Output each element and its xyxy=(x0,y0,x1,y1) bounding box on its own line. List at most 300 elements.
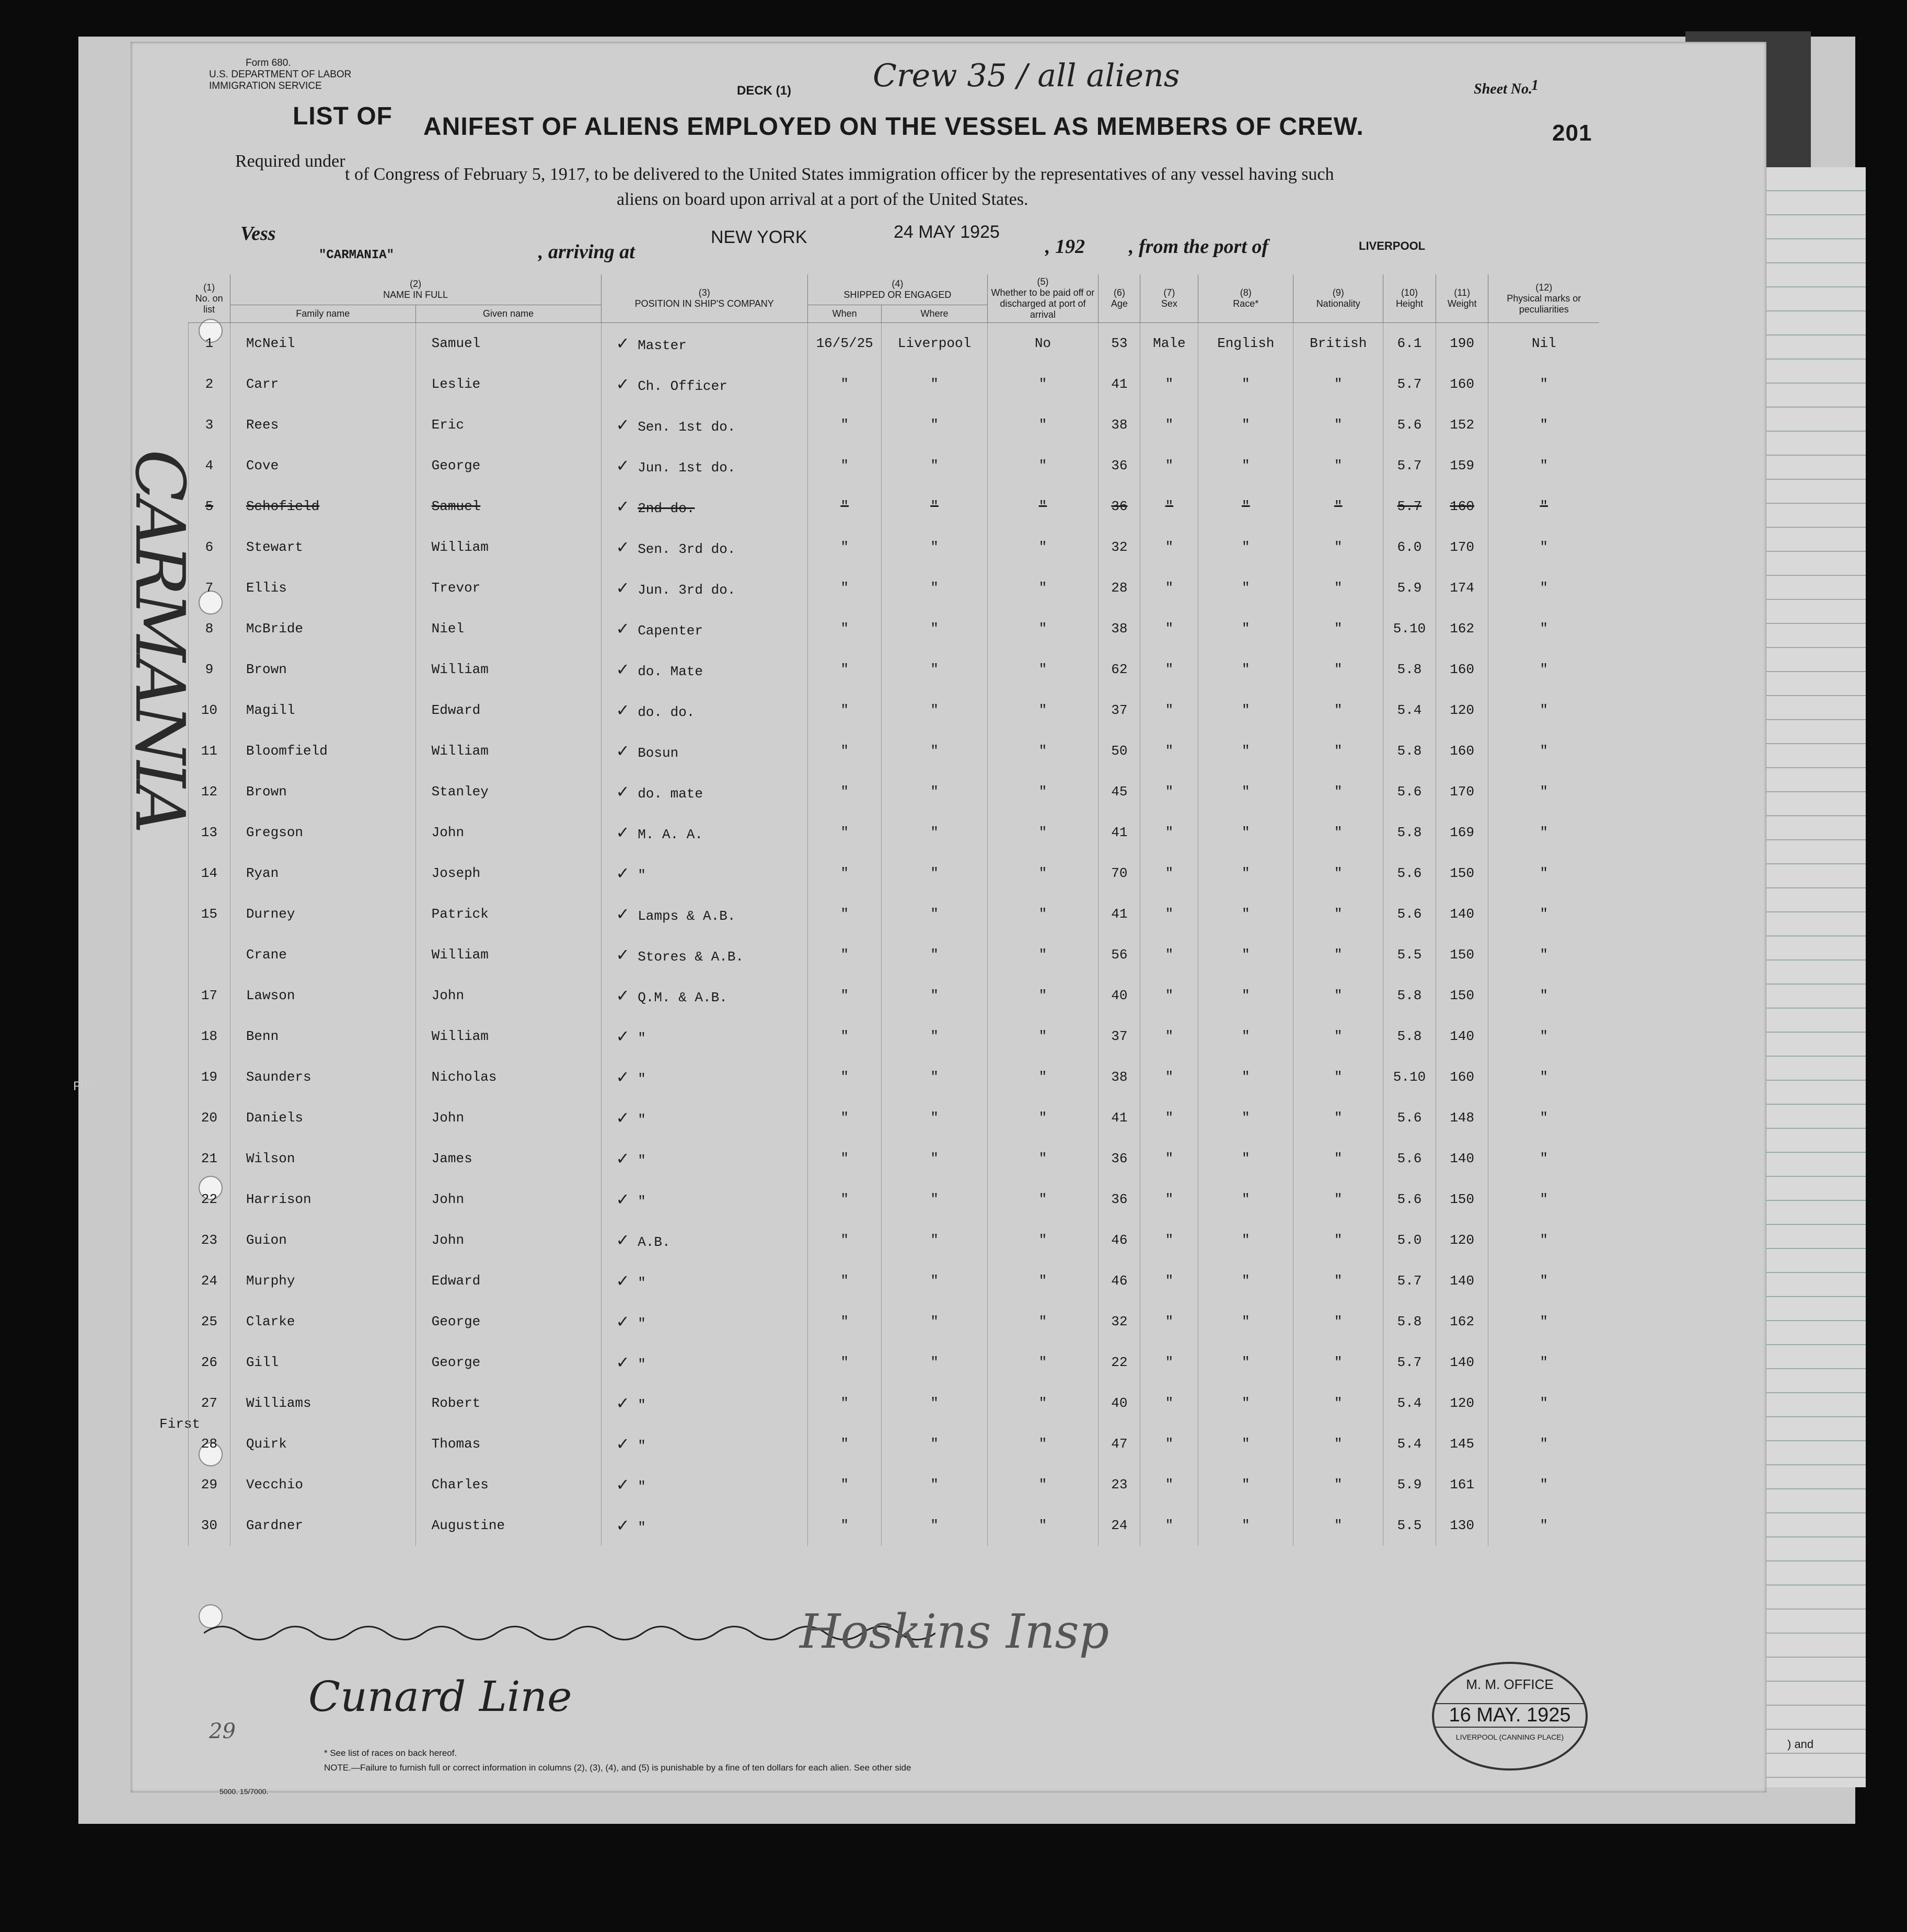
cell-height: 5.7 xyxy=(1383,486,1436,527)
position-text: 2nd do. xyxy=(638,500,695,516)
cell-height: 5.10 xyxy=(1383,1057,1436,1097)
position-text: A.B. xyxy=(638,1234,671,1250)
cell-sex: " xyxy=(1140,1138,1198,1179)
col-number: (3) xyxy=(698,287,710,298)
cell-given: Trevor xyxy=(415,568,601,608)
cell-paid: " xyxy=(987,1220,1099,1260)
cell-sex: " xyxy=(1140,364,1198,404)
cell-no: 5 xyxy=(189,486,230,527)
cell-where: " xyxy=(882,1301,987,1342)
cell-where: " xyxy=(882,1138,987,1179)
cell-race: " xyxy=(1198,894,1293,934)
stamp-date: 16 MAY. 1925 xyxy=(1434,1703,1586,1728)
cell-given: Edward xyxy=(415,1260,601,1301)
cell-sex: " xyxy=(1140,690,1198,731)
cell-position xyxy=(601,934,808,975)
cell-race: " xyxy=(1198,1057,1293,1097)
cell-when: " xyxy=(808,1342,882,1383)
col-number: (9) xyxy=(1332,287,1344,298)
cell-when: " xyxy=(808,608,882,649)
cell-given: Augustine xyxy=(415,1505,601,1546)
col-header-given: Given name xyxy=(483,308,534,319)
cell-family: Carr xyxy=(230,364,415,404)
cell-when: " xyxy=(808,771,882,812)
cell-weight: 152 xyxy=(1436,404,1488,445)
cell-age: 62 xyxy=(1099,649,1140,690)
deck-label: DECK (1) xyxy=(737,84,792,98)
cell-given: James xyxy=(415,1138,601,1179)
cell-when: " xyxy=(808,445,882,486)
cell-race: " xyxy=(1198,404,1293,445)
cell-weight: 120 xyxy=(1436,1220,1488,1260)
cell-sex: " xyxy=(1140,1097,1198,1138)
cell-weight: 150 xyxy=(1436,934,1488,975)
cell-given: William xyxy=(415,527,601,568)
table-row xyxy=(189,527,1600,568)
cell-position xyxy=(601,568,808,608)
cell-position xyxy=(601,1097,808,1138)
cell-family: Brown xyxy=(230,771,415,812)
table-row xyxy=(189,1424,1600,1464)
cell-given: John xyxy=(415,1179,601,1220)
cell-weight: 161 xyxy=(1436,1464,1488,1505)
cell-weight: 140 xyxy=(1436,1016,1488,1057)
cell-family: Ellis xyxy=(230,568,415,608)
cell-when: " xyxy=(808,1505,882,1546)
cell-age: 50 xyxy=(1099,731,1140,771)
inspector-signature: Hoskins Insp xyxy=(800,1604,1109,1659)
cell-no: 4 xyxy=(189,445,230,486)
cell-height: 5.5 xyxy=(1383,934,1436,975)
position-text: Lamps & A.B. xyxy=(638,908,736,924)
position-text: Master xyxy=(638,337,687,353)
cell-paid: " xyxy=(987,568,1099,608)
position-text: Capenter xyxy=(638,622,703,639)
cell-where: " xyxy=(882,1342,987,1383)
cell-family: Schofield xyxy=(230,486,415,527)
cell-race: " xyxy=(1198,934,1293,975)
cell-family: Gardner xyxy=(230,1505,415,1546)
cell-paid: " xyxy=(987,649,1099,690)
cell-height: 5.7 xyxy=(1383,445,1436,486)
cell-marks: " xyxy=(1488,1301,1599,1342)
cell-no: 9 xyxy=(189,649,230,690)
cell-paid: " xyxy=(987,1505,1099,1546)
cell-given: John xyxy=(415,1220,601,1260)
cell-no: 17 xyxy=(189,975,230,1016)
col-header-race: Race* xyxy=(1233,298,1259,309)
cell-race: " xyxy=(1198,1424,1293,1464)
cell-nat: " xyxy=(1293,445,1383,486)
cell-race: " xyxy=(1198,649,1293,690)
cell-family: Rees xyxy=(230,404,415,445)
cell-sex: " xyxy=(1140,1016,1198,1057)
cell-given: Samuel xyxy=(415,323,601,364)
position-text: Ch. Officer xyxy=(638,378,727,394)
cell-no: 27 xyxy=(189,1383,230,1424)
cell-position xyxy=(601,486,808,527)
cell-where: " xyxy=(882,812,987,853)
cell-position xyxy=(601,445,808,486)
cell-age: 46 xyxy=(1099,1260,1140,1301)
cell-height: 5.0 xyxy=(1383,1220,1436,1260)
form-header xyxy=(209,57,351,92)
cell-when: " xyxy=(808,1383,882,1424)
cell-sex: " xyxy=(1140,934,1198,975)
cell-given: William xyxy=(415,649,601,690)
cell-position xyxy=(601,975,808,1016)
stamp-office: M. M. OFFICE xyxy=(1466,1676,1554,1692)
cell-marks: " xyxy=(1488,1057,1599,1097)
act-line-1: t of Congress of February 5, 1917, to be delivered to the United States immigration officer by the representatives of any vessel having such xyxy=(345,165,1334,184)
table-row xyxy=(189,445,1600,486)
cell-where: " xyxy=(882,731,987,771)
cell-paid: " xyxy=(987,975,1099,1016)
cell-marks: " xyxy=(1488,731,1599,771)
cell-paid: " xyxy=(987,1301,1099,1342)
cell-given: Samuel xyxy=(415,486,601,527)
required-under: Required under xyxy=(235,152,345,171)
table-row xyxy=(189,1097,1600,1138)
cell-when: " xyxy=(808,568,882,608)
cell-given: Robert xyxy=(415,1383,601,1424)
cell-paid: " xyxy=(987,364,1099,404)
cell-family: Bloomfield xyxy=(230,731,415,771)
cell-race: " xyxy=(1198,690,1293,731)
cell-where: " xyxy=(882,1383,987,1424)
check-mark-icon: ✓ xyxy=(617,1230,629,1252)
cell-sex: " xyxy=(1140,608,1198,649)
cell-position xyxy=(601,649,808,690)
cell-nat: " xyxy=(1293,404,1383,445)
table-row xyxy=(189,731,1600,771)
cell-nat: " xyxy=(1293,812,1383,853)
cell-paid: " xyxy=(987,1016,1099,1057)
cell-where: " xyxy=(882,608,987,649)
cell-race: " xyxy=(1198,853,1293,894)
cell-age: 41 xyxy=(1099,812,1140,853)
check-mark-icon: ✓ xyxy=(617,1393,629,1415)
cell-family: Magill xyxy=(230,690,415,731)
cell-race: " xyxy=(1198,1097,1293,1138)
act-line-2: aliens on board upon arrival at a port of the United States. xyxy=(617,190,1028,209)
cell-paid: No xyxy=(987,323,1099,364)
cell-sex: " xyxy=(1140,1179,1198,1220)
cell-height: 5.7 xyxy=(1383,1342,1436,1383)
cell-marks: " xyxy=(1488,1220,1599,1260)
cell-no: 19 xyxy=(189,1057,230,1097)
table-row xyxy=(189,853,1600,894)
cell-no xyxy=(189,934,230,975)
table-row xyxy=(189,1260,1600,1301)
margin-fir: FIR xyxy=(73,1079,94,1093)
cell-paid: " xyxy=(987,1464,1099,1505)
cell-age: 41 xyxy=(1099,1097,1140,1138)
cell-nat: " xyxy=(1293,649,1383,690)
col-header-age: Age xyxy=(1111,298,1128,309)
col-header-shipped: SHIPPED OR ENGAGED xyxy=(843,289,952,300)
cell-given: Charles xyxy=(415,1464,601,1505)
cell-position xyxy=(601,690,808,731)
cell-marks: " xyxy=(1488,1179,1599,1220)
cell-marks: " xyxy=(1488,894,1599,934)
cell-paid: " xyxy=(987,527,1099,568)
col-number: (2) xyxy=(410,278,422,289)
cell-position xyxy=(601,608,808,649)
check-mark-icon: ✓ xyxy=(617,1352,629,1374)
cell-family: Vecchio xyxy=(230,1464,415,1505)
cell-nat: " xyxy=(1293,853,1383,894)
crew-manifest-table xyxy=(188,274,1599,1546)
table-row xyxy=(189,323,1600,364)
cell-race: " xyxy=(1198,1138,1293,1179)
cell-where: " xyxy=(882,568,987,608)
cell-given: Nicholas xyxy=(415,1057,601,1097)
position-text: " xyxy=(638,1152,646,1169)
position-text: " xyxy=(638,1193,646,1209)
check-mark-icon: ✓ xyxy=(617,496,629,518)
table-row xyxy=(189,1179,1600,1220)
cell-nat: " xyxy=(1293,690,1383,731)
cell-paid: " xyxy=(987,1057,1099,1097)
position-text: Jun. 3rd do. xyxy=(638,582,736,598)
cell-marks: " xyxy=(1488,1260,1599,1301)
cell-weight: 162 xyxy=(1436,608,1488,649)
cell-given: Niel xyxy=(415,608,601,649)
cell-height: 5.6 xyxy=(1383,404,1436,445)
position-text: do. Mate xyxy=(638,663,703,679)
col-number: (7) xyxy=(1163,287,1175,298)
cell-position xyxy=(601,364,808,404)
company-signature: Cunard Line xyxy=(308,1672,572,1721)
cell-family: McBride xyxy=(230,608,415,649)
cell-nat: " xyxy=(1293,1342,1383,1383)
check-mark-icon: ✓ xyxy=(617,618,629,640)
print-code: 5000. 15/7000. xyxy=(219,1787,269,1796)
cell-nat: " xyxy=(1293,1464,1383,1505)
check-mark-icon: ✓ xyxy=(617,1189,629,1211)
cell-marks: " xyxy=(1488,649,1599,690)
cell-no: 21 xyxy=(189,1138,230,1179)
check-mark-icon: ✓ xyxy=(617,659,629,681)
cell-family: Ryan xyxy=(230,853,415,894)
cell-marks: " xyxy=(1488,445,1599,486)
cell-where: " xyxy=(882,894,987,934)
cell-paid: " xyxy=(987,1383,1099,1424)
col-header-where: Where xyxy=(920,308,949,319)
check-mark-icon: ✓ xyxy=(617,1474,629,1496)
table-row xyxy=(189,1220,1600,1260)
cell-no: 10 xyxy=(189,690,230,731)
cell-race: " xyxy=(1198,1301,1293,1342)
cell-age: 38 xyxy=(1099,1057,1140,1097)
cell-height: 6.1 xyxy=(1383,323,1436,364)
cell-sex: " xyxy=(1140,1301,1198,1342)
col-header-paid-off: Whether to be paid off or discharged at port of arrival xyxy=(991,287,1095,320)
cell-family: Cove xyxy=(230,445,415,486)
col-number: (1) xyxy=(203,282,215,293)
cell-position xyxy=(601,1342,808,1383)
cell-no: 26 xyxy=(189,1342,230,1383)
cell-where: " xyxy=(882,1464,987,1505)
table-row xyxy=(189,568,1600,608)
cell-paid: " xyxy=(987,731,1099,771)
stamp-location: LIVERPOOL (CANNING PLACE) xyxy=(1455,1733,1564,1741)
cell-height: 5.8 xyxy=(1383,1301,1436,1342)
cell-height: 5.7 xyxy=(1383,1260,1436,1301)
cell-race: " xyxy=(1198,975,1293,1016)
position-text: Sen. 1st do. xyxy=(638,419,736,435)
from-port-label: , from the port of xyxy=(1129,236,1269,258)
cell-where: " xyxy=(882,1097,987,1138)
cell-weight: 140 xyxy=(1436,1342,1488,1383)
cell-sex: " xyxy=(1140,527,1198,568)
cell-given: George xyxy=(415,445,601,486)
cell-paid: " xyxy=(987,1424,1099,1464)
form-number: Form 680. xyxy=(246,57,291,68)
cell-where: " xyxy=(882,975,987,1016)
cell-given: George xyxy=(415,1301,601,1342)
cell-age: 37 xyxy=(1099,1016,1140,1057)
col-header-no: No. on list xyxy=(195,293,223,315)
cell-no: 12 xyxy=(189,771,230,812)
check-mark-icon: ✓ xyxy=(617,333,629,355)
footnote-races: * See list of races on back hereof. xyxy=(324,1748,457,1758)
cell-given: Joseph xyxy=(415,853,601,894)
cell-given: John xyxy=(415,1097,601,1138)
cell-nat: " xyxy=(1293,1383,1383,1424)
cell-race: " xyxy=(1198,445,1293,486)
footnote-note: NOTE.—Failure to furnish full or correct information in columns (2), (3), (4), and (5) is punishable by a fine of ten dollars for each alien. See other side xyxy=(324,1763,911,1773)
position-text: Jun. 1st do. xyxy=(638,459,736,476)
cell-marks: " xyxy=(1488,404,1599,445)
cell-where: " xyxy=(882,690,987,731)
position-text: " xyxy=(638,1397,646,1413)
position-text: " xyxy=(638,1112,646,1128)
cell-age: 45 xyxy=(1099,771,1140,812)
cell-when: 16/5/25 xyxy=(808,323,882,364)
cell-where: " xyxy=(882,1057,987,1097)
position-text: " xyxy=(638,1030,646,1046)
cell-no: 15 xyxy=(189,894,230,934)
col-number: (4) xyxy=(892,278,904,289)
check-mark-icon: ✓ xyxy=(617,1515,629,1537)
table-row xyxy=(189,364,1600,404)
cell-position xyxy=(601,853,808,894)
check-mark-icon: ✓ xyxy=(617,374,629,396)
col-header-family: Family name xyxy=(296,308,350,319)
cell-nat: " xyxy=(1293,1424,1383,1464)
page-number: 201 xyxy=(1552,120,1592,146)
cell-sex: " xyxy=(1140,1424,1198,1464)
cell-height: 5.6 xyxy=(1383,1097,1436,1138)
cell-position xyxy=(601,1138,808,1179)
cell-given: William xyxy=(415,731,601,771)
cell-no: 18 xyxy=(189,1016,230,1057)
cell-where: " xyxy=(882,486,987,527)
cell-marks: " xyxy=(1488,1342,1599,1383)
table-row xyxy=(189,649,1600,690)
col-header-name: NAME IN FULL xyxy=(383,289,448,300)
cell-sex: " xyxy=(1140,894,1198,934)
cell-when: " xyxy=(808,404,882,445)
check-mark-icon: ✓ xyxy=(617,577,629,599)
cell-race: " xyxy=(1198,812,1293,853)
cell-nat: " xyxy=(1293,771,1383,812)
cell-given: Leslie xyxy=(415,364,601,404)
cell-given: William xyxy=(415,934,601,975)
manifest-page xyxy=(73,42,1766,1796)
cell-where: " xyxy=(882,934,987,975)
cell-no: 28 xyxy=(189,1424,230,1464)
cell-paid: " xyxy=(987,1260,1099,1301)
cell-nat: " xyxy=(1293,568,1383,608)
cell-position xyxy=(601,1424,808,1464)
cell-where: " xyxy=(882,445,987,486)
department: U.S. DEPARTMENT OF LABOR xyxy=(209,69,352,80)
cell-given: Eric xyxy=(415,404,601,445)
cell-family: Benn xyxy=(230,1016,415,1057)
position-text: Stores & A.B. xyxy=(638,948,744,965)
cell-position xyxy=(601,527,808,568)
col-header-nationality: Nationality xyxy=(1316,298,1360,309)
cell-sex: " xyxy=(1140,1383,1198,1424)
cell-paid: " xyxy=(987,1342,1099,1383)
margin-first: First xyxy=(159,1416,201,1432)
cell-paid: " xyxy=(987,690,1099,731)
position-text: " xyxy=(638,1478,646,1495)
cell-when: " xyxy=(808,1179,882,1220)
cell-no: 24 xyxy=(189,1260,230,1301)
cell-height: 5.8 xyxy=(1383,812,1436,853)
check-mark-icon: ✓ xyxy=(617,863,629,885)
cell-position xyxy=(601,323,808,364)
mm-office-stamp xyxy=(1432,1662,1588,1771)
cell-height: 5.9 xyxy=(1383,568,1436,608)
cell-height: 5.4 xyxy=(1383,690,1436,731)
cell-paid: " xyxy=(987,812,1099,853)
position-text: " xyxy=(638,1071,646,1087)
cell-no: 11 xyxy=(189,731,230,771)
cell-nat: " xyxy=(1293,1220,1383,1260)
cell-height: 5.4 xyxy=(1383,1424,1436,1464)
cell-no: 25 xyxy=(189,1301,230,1342)
table-row xyxy=(189,690,1600,731)
cell-marks: " xyxy=(1488,364,1599,404)
cell-where: " xyxy=(882,649,987,690)
table-row xyxy=(189,1464,1600,1505)
cell-race: " xyxy=(1198,731,1293,771)
cell-where: " xyxy=(882,1179,987,1220)
cell-nat: " xyxy=(1293,975,1383,1016)
cell-paid: " xyxy=(987,894,1099,934)
cell-race: " xyxy=(1198,1342,1293,1383)
cell-race: " xyxy=(1198,608,1293,649)
cell-height: 5.6 xyxy=(1383,853,1436,894)
cell-height: 5.6 xyxy=(1383,1179,1436,1220)
cell-when: " xyxy=(808,649,882,690)
cell-paid: " xyxy=(987,445,1099,486)
position-text: " xyxy=(638,1356,646,1372)
cell-nat: " xyxy=(1293,1179,1383,1220)
cell-weight: 130 xyxy=(1436,1505,1488,1546)
cell-family: Harrison xyxy=(230,1179,415,1220)
table-row xyxy=(189,608,1600,649)
cell-weight: 170 xyxy=(1436,771,1488,812)
col-number: (12) xyxy=(1535,282,1553,293)
cell-weight: 148 xyxy=(1436,1097,1488,1138)
cell-when: " xyxy=(808,1016,882,1057)
